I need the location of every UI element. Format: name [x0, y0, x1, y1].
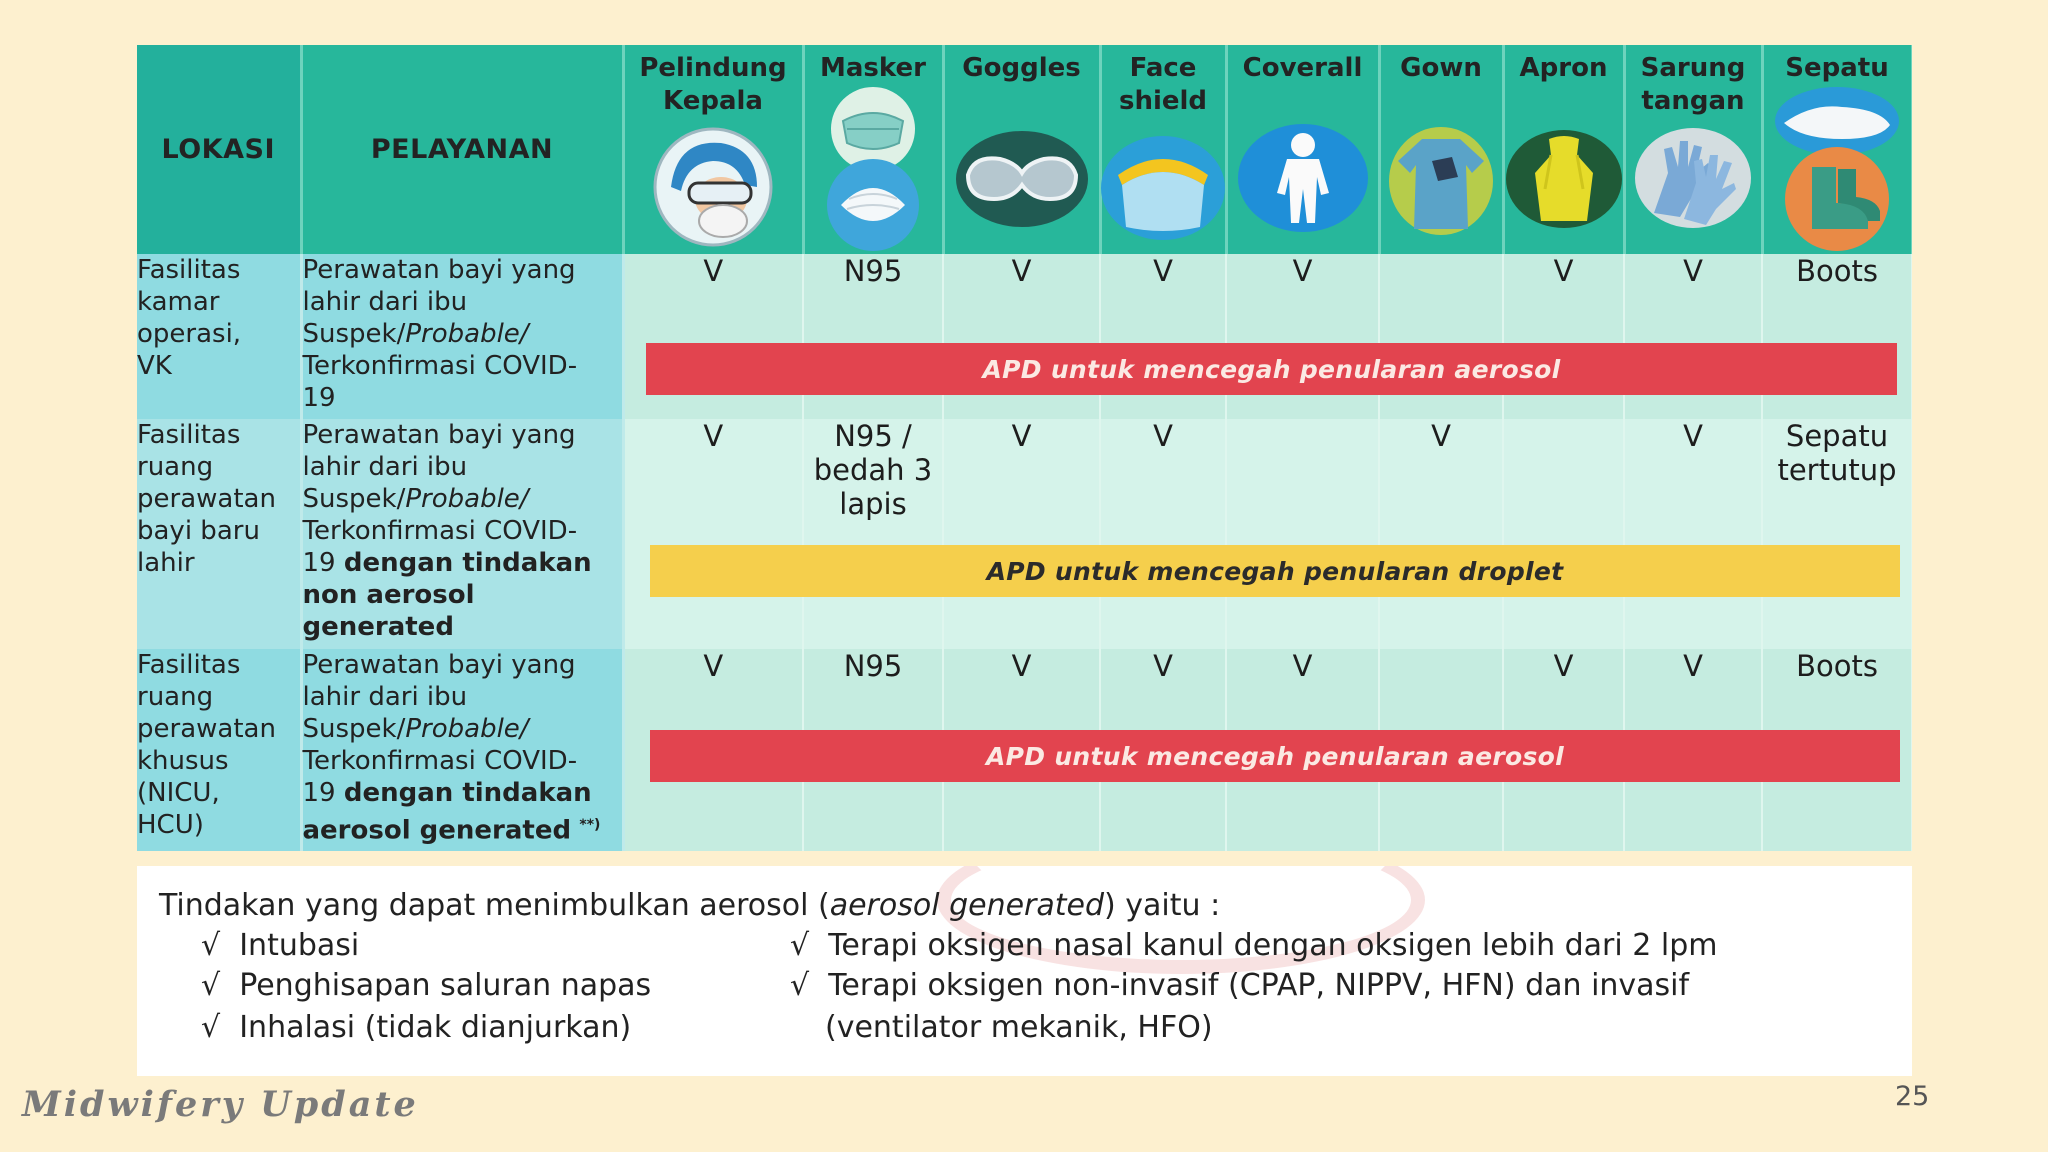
checkmark: √: [201, 928, 221, 963]
checkmark: √: [790, 968, 810, 1003]
header-label-line1: Gown: [1400, 53, 1482, 83]
pelayanan-line: Perawatan bayi yang: [302, 420, 576, 450]
intro-text: ) yaitu :: [1104, 888, 1221, 923]
checkmark: √: [201, 968, 221, 1003]
lokasi-line: Fasilitas: [137, 650, 241, 680]
goggles-icon: [954, 129, 1090, 229]
header-label-line2: Kepala: [663, 86, 763, 116]
lokasi-line: kamar: [137, 287, 220, 317]
aerosol-notes: [137, 866, 1912, 1076]
cell-sepatu: Boots: [1762, 649, 1912, 851]
cell-masker: N95: [803, 254, 943, 419]
lokasi-line: khusus: [137, 746, 229, 776]
lokasi-line: bayi baru: [137, 516, 260, 546]
checkmark: √: [790, 928, 810, 963]
cell-pelindung-kepala: V: [623, 254, 803, 419]
cell-coverall: [1226, 419, 1379, 649]
lokasi-line: ruang: [137, 452, 214, 482]
cell-goggles: V: [943, 419, 1100, 649]
list-item: [201, 928, 359, 963]
pelayanan-bold: dengan tindakan: [343, 548, 592, 578]
pelayanan-line: lahir dari ibu: [302, 287, 468, 317]
intro-text: Tindakan yang dapat menimbulkan aerosol (: [159, 888, 830, 923]
table-row: [137, 419, 1912, 649]
list-item: [790, 928, 1717, 963]
pelayanan-cell: [301, 254, 623, 419]
lokasi-line: Fasilitas: [137, 255, 241, 285]
cell-pelindung-kepala: V: [623, 649, 803, 851]
header-lokasi: LOKASI: [137, 45, 301, 254]
face-shield-icon: [1100, 135, 1226, 241]
gloves-icon: [1634, 127, 1752, 229]
lokasi-line: operasi,: [137, 319, 242, 349]
cell-face-shield: V: [1100, 419, 1226, 649]
header-label-line1: Face: [1129, 53, 1197, 83]
coverall-icon: [1237, 123, 1369, 233]
header-label-line2: shield: [1118, 86, 1208, 116]
pelayanan-line: Terkonfirmasi COVID-: [302, 516, 578, 546]
checkmark: √: [201, 1010, 221, 1045]
pelayanan-line: Perawatan bayi yang: [302, 650, 576, 680]
lokasi-line: perawatan: [137, 484, 276, 514]
list-item: [201, 1010, 631, 1045]
list-item-text: Inhalasi (tidak dianjurkan): [239, 1010, 632, 1045]
pelayanan-cell: [301, 419, 623, 649]
header-masker: [803, 45, 943, 254]
apd-table-container: [137, 45, 1912, 851]
pelayanan-line: lahir dari ibu: [302, 682, 468, 712]
lokasi-cell: [137, 419, 301, 649]
list-item-text: Penghisapan saluran napas: [239, 968, 652, 1003]
cell-coverall: V: [1226, 254, 1379, 419]
cell-pelindung-kepala: V: [623, 419, 803, 649]
pelayanan-italic: Probable/: [405, 714, 529, 744]
footer-title: Midwifery Update: [22, 1084, 419, 1125]
header-label-line1: Pelindung: [639, 53, 787, 83]
cell-sarung-tangan: V: [1624, 254, 1762, 419]
pelayanan-bold: generated: [302, 612, 454, 642]
list-item: [790, 968, 1689, 1003]
header-coverall: [1226, 45, 1379, 254]
lokasi-line: VK: [137, 351, 172, 381]
pelayanan-italic: Probable/: [405, 484, 529, 514]
pelayanan-bold: dengan tindakan: [343, 778, 592, 808]
cell-apron: [1503, 419, 1624, 649]
cell-sepatu: Sepatu tertutup: [1762, 419, 1912, 649]
head-protection-icon: [641, 125, 785, 247]
mask-icon: [815, 85, 931, 251]
page-number: 25: [1895, 1081, 1930, 1112]
list-item-text: Intubasi: [239, 928, 360, 963]
list-item-text: Terapi oksigen nasal kanul dengan oksigen lebih dari 2 lpm: [828, 928, 1718, 963]
cell-goggles: V: [943, 649, 1100, 851]
shoes-icon: [1772, 85, 1902, 253]
pelayanan-line: Suspek/: [302, 319, 406, 349]
pelayanan-line: 19: [302, 548, 344, 578]
cell-gown: V: [1379, 419, 1503, 649]
lokasi-cell: [137, 649, 301, 851]
header-label-line1: Coverall: [1242, 53, 1363, 83]
header-sarung-tangan: [1624, 45, 1762, 254]
header-apron: [1503, 45, 1624, 254]
intro-italic: aerosol generated: [829, 888, 1105, 923]
header-label-line1: Goggles: [962, 53, 1081, 83]
aerosol-band: APD untuk mencegah penularan aerosol: [650, 730, 1900, 782]
cell-masker: N95: [803, 649, 943, 851]
lokasi-cell: [137, 254, 301, 419]
footnote-marker: **): [579, 817, 601, 833]
notes-intro: [159, 888, 1220, 923]
pelayanan-line: Suspek/: [302, 484, 406, 514]
lokasi-line: lahir: [137, 548, 195, 578]
lokasi-line: ruang: [137, 682, 214, 712]
list-item-continued: (ventilator mekanik, HFO): [825, 1010, 1213, 1045]
cell-sarung-tangan: V: [1624, 419, 1762, 649]
table-header-row: [137, 45, 1912, 254]
droplet-band: APD untuk mencegah penularan droplet: [650, 545, 1900, 597]
header-label-line1: Sepatu: [1785, 53, 1889, 83]
lokasi-line: Fasilitas: [137, 420, 241, 450]
cell-apron: V: [1503, 649, 1624, 851]
list-item-text: Terapi oksigen non-invasif (CPAP, NIPPV, HFN) dan invasif: [828, 968, 1690, 1003]
pelayanan-bold: aerosol generated: [302, 815, 572, 846]
header-face-shield: [1100, 45, 1226, 254]
header-label-line1: Apron: [1519, 53, 1608, 83]
header-label-line1: Masker: [820, 53, 926, 83]
cell-face-shield: V: [1100, 254, 1226, 419]
header-pelindung-kepala: [623, 45, 803, 254]
apron-icon: [1505, 129, 1623, 229]
pelayanan-line: Suspek/: [302, 714, 406, 744]
header-label-line2: tangan: [1641, 86, 1745, 116]
cell-apron: V: [1503, 254, 1624, 419]
gown-icon: [1388, 125, 1494, 237]
header-sepatu: [1762, 45, 1912, 254]
pelayanan-line: lahir dari ibu: [302, 452, 468, 482]
cell-sarung-tangan: V: [1624, 649, 1762, 851]
header-label-line1: Sarung: [1640, 53, 1746, 83]
list-item: [201, 968, 651, 1003]
lokasi-line: perawatan: [137, 714, 276, 744]
pelayanan-line: 19: [302, 383, 336, 413]
pelayanan-line: 19: [302, 778, 344, 808]
lokasi-line: HCU): [137, 810, 204, 840]
cell-coverall: V: [1226, 649, 1379, 851]
cell-face-shield: V: [1100, 649, 1226, 851]
header-pelayanan: PELAYANAN: [301, 45, 623, 254]
pelayanan-cell: [301, 649, 623, 851]
lokasi-line: (NICU,: [137, 778, 220, 808]
pelayanan-line: Terkonfirmasi COVID-: [302, 746, 578, 776]
header-goggles: [943, 45, 1100, 254]
header-gown: [1379, 45, 1503, 254]
pelayanan-line: Terkonfirmasi COVID-: [302, 351, 578, 381]
pelayanan-line: Perawatan bayi yang: [302, 255, 576, 285]
aerosol-band: APD untuk mencegah penularan aerosol: [646, 343, 1897, 395]
cell-goggles: V: [943, 254, 1100, 419]
pelayanan-bold: non aerosol: [302, 580, 475, 610]
cell-masker: N95 / bedah 3 lapis: [803, 419, 943, 649]
pelayanan-italic: Probable/: [405, 319, 529, 349]
cell-sepatu: Boots: [1762, 254, 1912, 419]
